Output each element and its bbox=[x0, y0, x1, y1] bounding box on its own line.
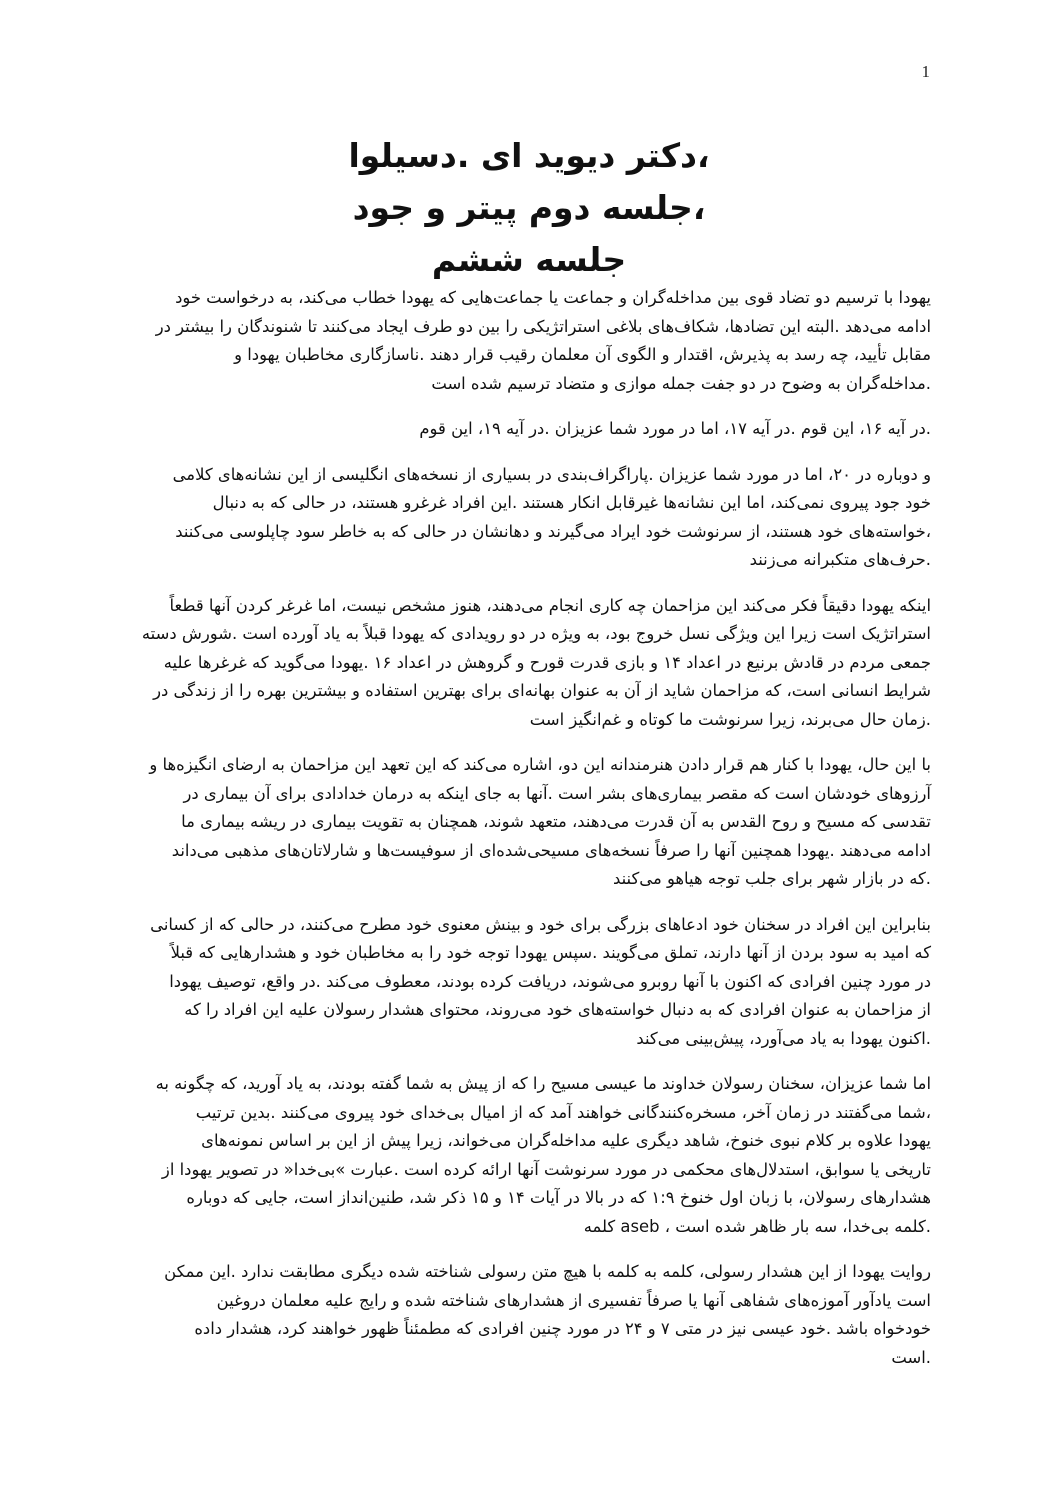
paragraph-line: خود جود پیروی نمی‌کند، اما این نشانه‌ها غیرقابل انکار هستند .این افراد غرغرو هستند، در حالی که به دنبال bbox=[212, 493, 931, 512]
paragraph-line: یهودا با ترسیم دو تضاد قوی بین مداخله‌گران و جماعت یا جماعت‌هایی که یهودا خطاب می‌کند، به درخواست خود bbox=[175, 288, 931, 307]
paragraph-line: مقابل تأیید، چه رسد به پذیرش، اقتدار و الگوی آن معلمان رقیب قرار دهند .ناسازگاری مخاطبان یهودا و bbox=[234, 345, 931, 364]
paragraph bbox=[128, 751, 931, 894]
document-body bbox=[128, 284, 931, 1389]
paragraph-line: .مداخله‌گران به وضوح در دو جفت جمله موازی و متضاد ترسیم شده است bbox=[431, 373, 931, 393]
paragraph-line: اینکه یهودا دقیقاً فکر می‌کند این مزاحمان چه کاری انجام می‌دهند، هنوز مشخص نیست، اما غرغر کردن آنها قطعاً bbox=[169, 595, 931, 615]
paragraph-line: ادامه می‌دهند .یهودا همچنین آنها را صرفاً نسخه‌های مسیحی‌شده‌ای از سوفیست‌ها و شارلاتان‌های مذهبی می‌داند bbox=[171, 840, 931, 860]
paragraph-line: ،خواسته‌های خود هستند، از سرنوشت خود ایراد می‌گیرند و دهانشان در حالی که به خاطر سود چاپلوسی می‌کنند bbox=[175, 521, 931, 541]
paragraph-line: که امید به سود بردن از آنها دارند، تملق می‌گویند .سپس یهودا توجه خود را به مخاطبان خود و هشدارهایی که قبلاً bbox=[170, 943, 931, 962]
paragraph-line: خودخواه باشد .خود عیسی نیز در متی ۷ و ۲۴ در مورد چنین افرادی که مطمئناً ظهور خواهند کرد، هشدار داده bbox=[194, 1319, 931, 1338]
page-number: 1 bbox=[921, 62, 930, 81]
paragraph bbox=[128, 461, 931, 575]
paragraph-line: روایت یهودا از این هشدار رسولی، کلمه به کلمه با هیچ متن رسولی شناخته شده دیگری مطابقت ندارد .این ممکن bbox=[164, 1262, 931, 1281]
paragraph-line: .که در بازار شهر برای جلب توجه هیاهو می‌کنند bbox=[613, 869, 931, 888]
paragraph-line: شرایط انسانی است، که مزاحمان شاید از آن به عنوان بهانه‌ای برای بهترین استفاده و بیشترین بهره را از زندگی در bbox=[153, 681, 931, 700]
paragraph-line: تاریخی یا سوابق، استدلال‌های محکمی در مورد سرنوشت آنها ارائه کرده است .عبارت »بی‌خدا« در تصویر یهودا از bbox=[161, 1159, 931, 1179]
paragraph-line: ادامه می‌دهد .البته این تضادها، شکاف‌های بلاغی استراتژیکی را بین دو طرف ایجاد می‌کنند تا شنوندگان را بیشتر در bbox=[155, 316, 931, 336]
paragraph-line: یهودا علاوه بر کلام نبوی خنوخ، شاهد دیگری علیه مداخله‌گران می‌خواند، زیرا پیش از این بر اساس نمونه‌های bbox=[201, 1131, 931, 1150]
title-line: ،دکتر دیوید ای .دسیلوا bbox=[348, 136, 710, 175]
paragraph-line: آرزوهای خودشان است که مقصر بیماری‌های بشر است .آنها به جای اینکه به درمان خدادادی برای آن بیماری در bbox=[183, 783, 931, 803]
paragraph-line: با این حال، یهودا با کنار هم قرار دادن هنرمندانه این دو، اشاره می‌کند که این تعهد این مزاحمان به ارضای انگیزه‌ها و bbox=[149, 755, 931, 774]
title-line: ،جلسه دوم پیتر و جود bbox=[352, 188, 706, 227]
paragraph-line: اما شما عزیزان، سخنان رسولان خداوند ما عیسی مسیح را که از پیش به شما گفته بودند، به یاد آورید، که چگونه به bbox=[155, 1074, 931, 1093]
paragraph bbox=[128, 592, 931, 735]
paragraph-line: .کلمه بی‌خدا، سه بار ظاهر شده است ، aseb کلمه bbox=[583, 1216, 931, 1236]
paragraph-line: از مزاحمان به عنوان افرادی که به دنبال خواسته‌های خود می‌روند، محتوای هشدار رسولان علیه این افراد را که bbox=[184, 1000, 931, 1019]
paragraph bbox=[128, 284, 931, 398]
paragraph-line: است یادآور آموزه‌های شفاهی آنها یا صرفاً تفسیری از هشدارهای شناخته شده و رایج علیه معلمان دروغین bbox=[216, 1290, 931, 1310]
paragraph-line: استراتژیک است زیرا این ویژگی نسل خروج بود، به ویژه در دو رویدادی که یهودا قبلاً به یاد آورده است .شورش دسته bbox=[141, 624, 931, 643]
paragraph bbox=[128, 1070, 931, 1241]
paragraph-line: .در آیه ۱۶، این قوم .در آیه ۱۷، اما در مورد شما عزیزان .در آیه ۱۹، این قوم bbox=[419, 419, 931, 438]
paragraph-line: هشدارهای رسولان، با زبان اول خنوخ ۱:۹ که در بالا در آیات ۱۴ و ۱۵ ذکر شد، طنین‌انداز است، جایی که دوباره bbox=[186, 1188, 931, 1207]
paragraph-line: .حرف‌های متکبرانه می‌زنند bbox=[749, 550, 931, 569]
paragraph-line: جمعی مردم در قادش برنیع در اعداد ۱۴ و بازی قدرت قورح و گروهش در اعداد ۱۶ .یهودا می‌گوید که غرغرها علیه bbox=[163, 652, 931, 672]
title-line: جلسه ششم bbox=[431, 240, 627, 279]
paragraph-line: .است bbox=[891, 1347, 931, 1367]
paragraph-line: در مورد چنین افرادی که اکنون با آنها روبرو می‌شوند، دریافت کرده بودند، معطوف می‌کند .در واقع، توصیف یهودا bbox=[169, 971, 931, 991]
paragraph-line: بنابراین این افراد در سخنان خود ادعاهای بزرگی برای خود و بینش معنوی خود مطرح می‌کنند، در حالی که از کسانی bbox=[150, 914, 931, 934]
paragraph bbox=[128, 1258, 931, 1372]
paragraph-line: تقدسی که مسیح و روح القدس به آن قدرت می‌دهند، متعهد شوند، همچنان به تقویت بیماری در ریشه بیماری ما bbox=[181, 812, 931, 831]
paragraph-line: .اکنون یهودا به یاد می‌آورد، پیش‌بینی می‌کند bbox=[636, 1028, 931, 1048]
paragraph bbox=[128, 911, 931, 1054]
document-title bbox=[0, 130, 1058, 286]
paragraph-line: ،شما می‌گفتند در زمان آخر، مسخره‌کنندگانی خواهند آمد که از امیال بی‌خدای خود پیروی می‌کنند .بدین ترتیب bbox=[195, 1102, 931, 1122]
paragraph-line: .زمان حال می‌برند، زیرا سرنوشت ما کوتاه و غم‌انگیز است bbox=[529, 709, 931, 729]
paragraph bbox=[128, 415, 931, 444]
paragraph-line: و دوباره در ۲۰، اما در مورد شما عزیزان .پاراگراف‌بندی در بسیاری از نسخه‌های انگلیسی از این نشانه‌های کلامی bbox=[172, 464, 931, 484]
